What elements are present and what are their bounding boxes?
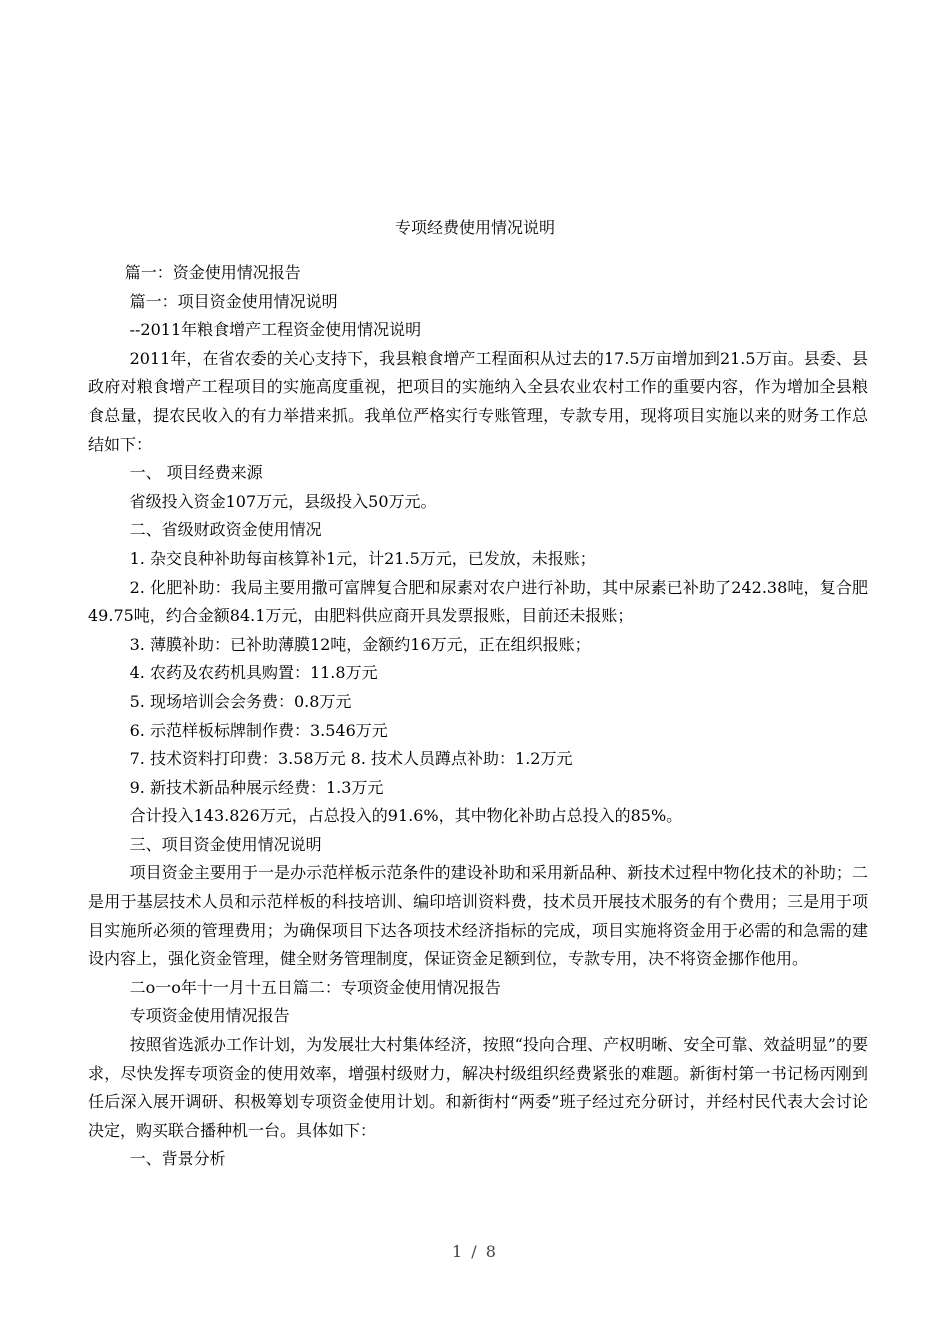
list-item: 6. 示范样板标牌制作费：3.546万元 <box>129 720 388 740</box>
body-paragraph: 项目资金主要用于一是办示范样板示范条件的建设补助和采用新品种、新技术过程中物化技术的补助；二是用于基层技术人员和示范样板的科技培训、编印培训资料费，技术员开展技术服务的有个费用；三是用于项目实施所必须的管理费用；为确保项目下达各项技术经济指标的完成，项目实施将资金用于必需的和急需的建设内容上，强化资金管理，健全财务管理制度，保证资金足额到位，专款专用，决不将资金挪作他用。 <box>88 863 868 969</box>
section-heading: 一、 项目经费来源 <box>129 463 263 483</box>
document-title: 专项经费使用情况说明 <box>394 218 555 237</box>
body-paragraph: 2011年，在省农委的关心支持下，我县粮食增产工程面积从过去的17.5万亩增加到21.5万亩。县委、县政府对粮食增产工程项目的实施高度重视，把项目的实施纳入全县农业农村工作的重要内容，作为增加全县粮食总量，提农民收入的有力举措来抓。我单位严格实行专账管理，专款专用，现将项目实施以来的财务工作总结如下： <box>88 348 868 454</box>
list-item: 1. 杂交良种补助每亩核算补1元，计21.5万元，已发放，未报账； <box>129 548 596 568</box>
list-item: 9. 新技术新品种展示经费：1.3万元 <box>129 777 384 797</box>
list-item: 5. 现场培训会会务费：0.8万元 <box>129 691 352 711</box>
section-heading: 一、背景分析 <box>129 1149 226 1169</box>
list-item: 7. 技术资料打印费：3.58万元 8. 技术人员蹲点补助：1.2万元 <box>129 749 573 769</box>
section-heading: 篇一：资金使用情况报告 <box>124 263 301 282</box>
body-paragraph: 省级投入资金107万元，县级投入50万元。 <box>129 491 437 511</box>
section-heading: 二、省级财政资金使用情况 <box>129 520 322 540</box>
list-item: 3. 薄膜补助：已补助薄膜12吨，金额约16万元，正在组织报账； <box>129 634 591 654</box>
section-heading: 三、项目资金使用情况说明 <box>129 834 322 854</box>
body-paragraph: 按照省选派办工作计划，为发展壮大村集体经济，按照“投向合理、产权明晰、安全可靠、效益明显”的要求，尽快发挥专项资金的使用效率，增强村级财力，解决村级组织经费紧张的难题。新街村第一书记杨丙刚到任后深入展开调研、积极筹划专项资金使用计划。和新街村“两委”班子经过充分研讨，并经村民代表大会讨论决定，购买联合播种机一台。具体如下： <box>88 1035 868 1140</box>
section-heading: 篇一：项目资金使用情况说明 <box>129 291 338 311</box>
section-heading: 专项资金使用情况报告 <box>129 1006 290 1026</box>
list-item: 2. 化肥补助：我局主要用撒可富牌复合肥和尿素对农户进行补助，其中尿素已补助了242.38吨，复合肥49.75吨，约合金额84.1万元，由肥料供应商开具发票报账，目前还未报账； <box>88 577 868 626</box>
section-subtitle: --2011年粮食增产工程资金使用情况说明 <box>129 320 422 340</box>
page-indicator: 1 / 8 <box>452 1242 498 1261</box>
date-line: 二o一o年十一月十五日篇二：专项资金使用情况报告 <box>129 977 501 997</box>
body-paragraph: 合计投入143.826万元，占总投入的91.6%，其中物化补助占总投入的85%。 <box>129 806 683 826</box>
document-body <box>88 259 868 1174</box>
list-item: 4. 农药及农药机具购置：11.8万元 <box>129 663 378 683</box>
